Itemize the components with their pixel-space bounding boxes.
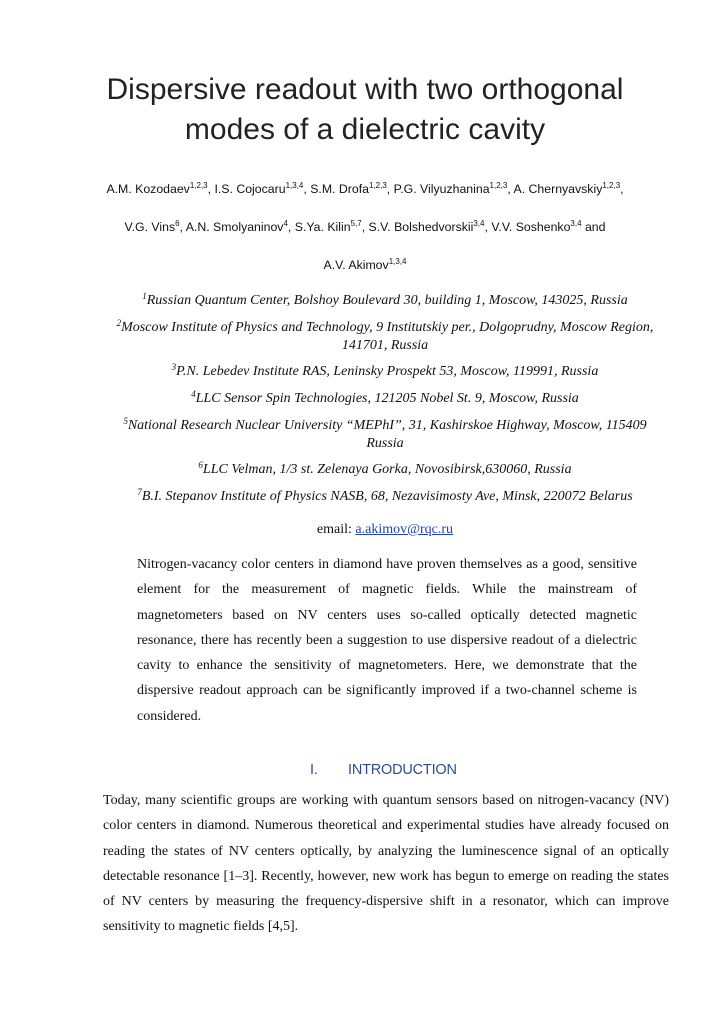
affiliation: $^6$LLC Velman, 1/3 st. Zelenaya Gorka, Novosibirsk,630060, Russia [198,460,572,477]
affiliation: $^7$B.I. Stepanov Institute of Physics NASB, 68, Nezavisimosty Ave, Minsk, 220072 Belarus [137,487,633,504]
author: A.V. Akimov$^{1,3,4}$ [323,257,407,272]
title-line-1: Dispersive readout with two orthogonal [106,73,624,106]
affiliation: $^4$LLC Sensor Spin Technologies, 121205 Nobel St. 9, Moscow, Russia [191,389,579,406]
section-title: INTRODUCTION [348,762,457,778]
author-line-2 [95,208,635,246]
author-line-3 [95,246,635,284]
author: A.N. Smolyaninov$^4$, [185,219,295,234]
affiliation: $^3$P.N. Lebedev Institute RAS, Leninsky Prospekt 53, Moscow, 119991, Russia [171,362,599,379]
author: A. Chernyavskiy$^{1,2,3}$, [513,181,624,196]
email-link[interactable]: a.akimov@rqc.ru [355,522,454,537]
affiliation: $^1$Russian Quantum Center, Bolshoy Boulevard 30, building 1, Moscow, 143025, Russia [142,291,628,308]
affiliation-list [100,292,670,515]
contact-email [0,522,720,538]
author: P.G. Vilyuzhanina$^{1,2,3}$, [393,181,514,196]
email-label: email: [316,522,356,537]
author: S.M. Drofa$^{1,2,3}$, [310,181,394,196]
affiliation: $^2$Moscow Institute of Physics and Technology, 9 Institutskiy per., Dolgoprudny, Moscow Region, 141701, Russia [116,318,654,353]
author-line-1 [95,170,635,208]
abstract: Nitrogen-vacancy color centers in diamond have proven themselves as a good, sensitive element for the measurement of magnetic fields. While the mainstream of magnetometers based on NV centers uses so-called optically detected magnetic resonance, there has recently been a suggestion to use dispersive readout of a dielectric cavity to enhance the sensitivity of magnetometers. Here, we demonstrate that the dispersive readout approach can be significantly improved if a two-channel scheme is considered. [137,557,637,724]
author-list [95,170,635,284]
author: S.V. Bolshedvorskii$^{3,4}$, [368,219,492,234]
author: I.S. Cojocaru$^{1,3,4}$, [214,181,311,196]
paper-title [80,70,650,150]
author: V.G. Vins$^6$, [124,219,186,234]
author: V.V. Soshenko$^{3,4}$ and [491,219,606,234]
author: S.Ya. Kilin$^{5,7}$, [294,219,369,234]
author: A.M. Kozodaev$^{1,2,3}$, [106,181,215,196]
intro-paragraph: Today, many scientific groups are working with quantum sensors based on nitrogen-vacancy (NV) color centers in diamond. Numerous theoretical and experimental studies have already focused on reading the states of NV centers optically, by analyzing the luminescence signal of an optically detectable resonance [1–3]. Recently, however, new work has begun to emerge on reading the states of NV centers by measuring the frequency-dispersive shift in a resonator, which can improve sensitivity to magnetic fields [4,5]. [103,793,669,935]
title-line-2: modes of a dielectric cavity [184,113,546,146]
section-number: I. [310,762,318,778]
section-heading [310,762,457,778]
affiliation: $^5$National Research Nuclear University “MEPhI”, 31, Kashirskoe Highway, Moscow, 115409 Russia [123,416,647,451]
